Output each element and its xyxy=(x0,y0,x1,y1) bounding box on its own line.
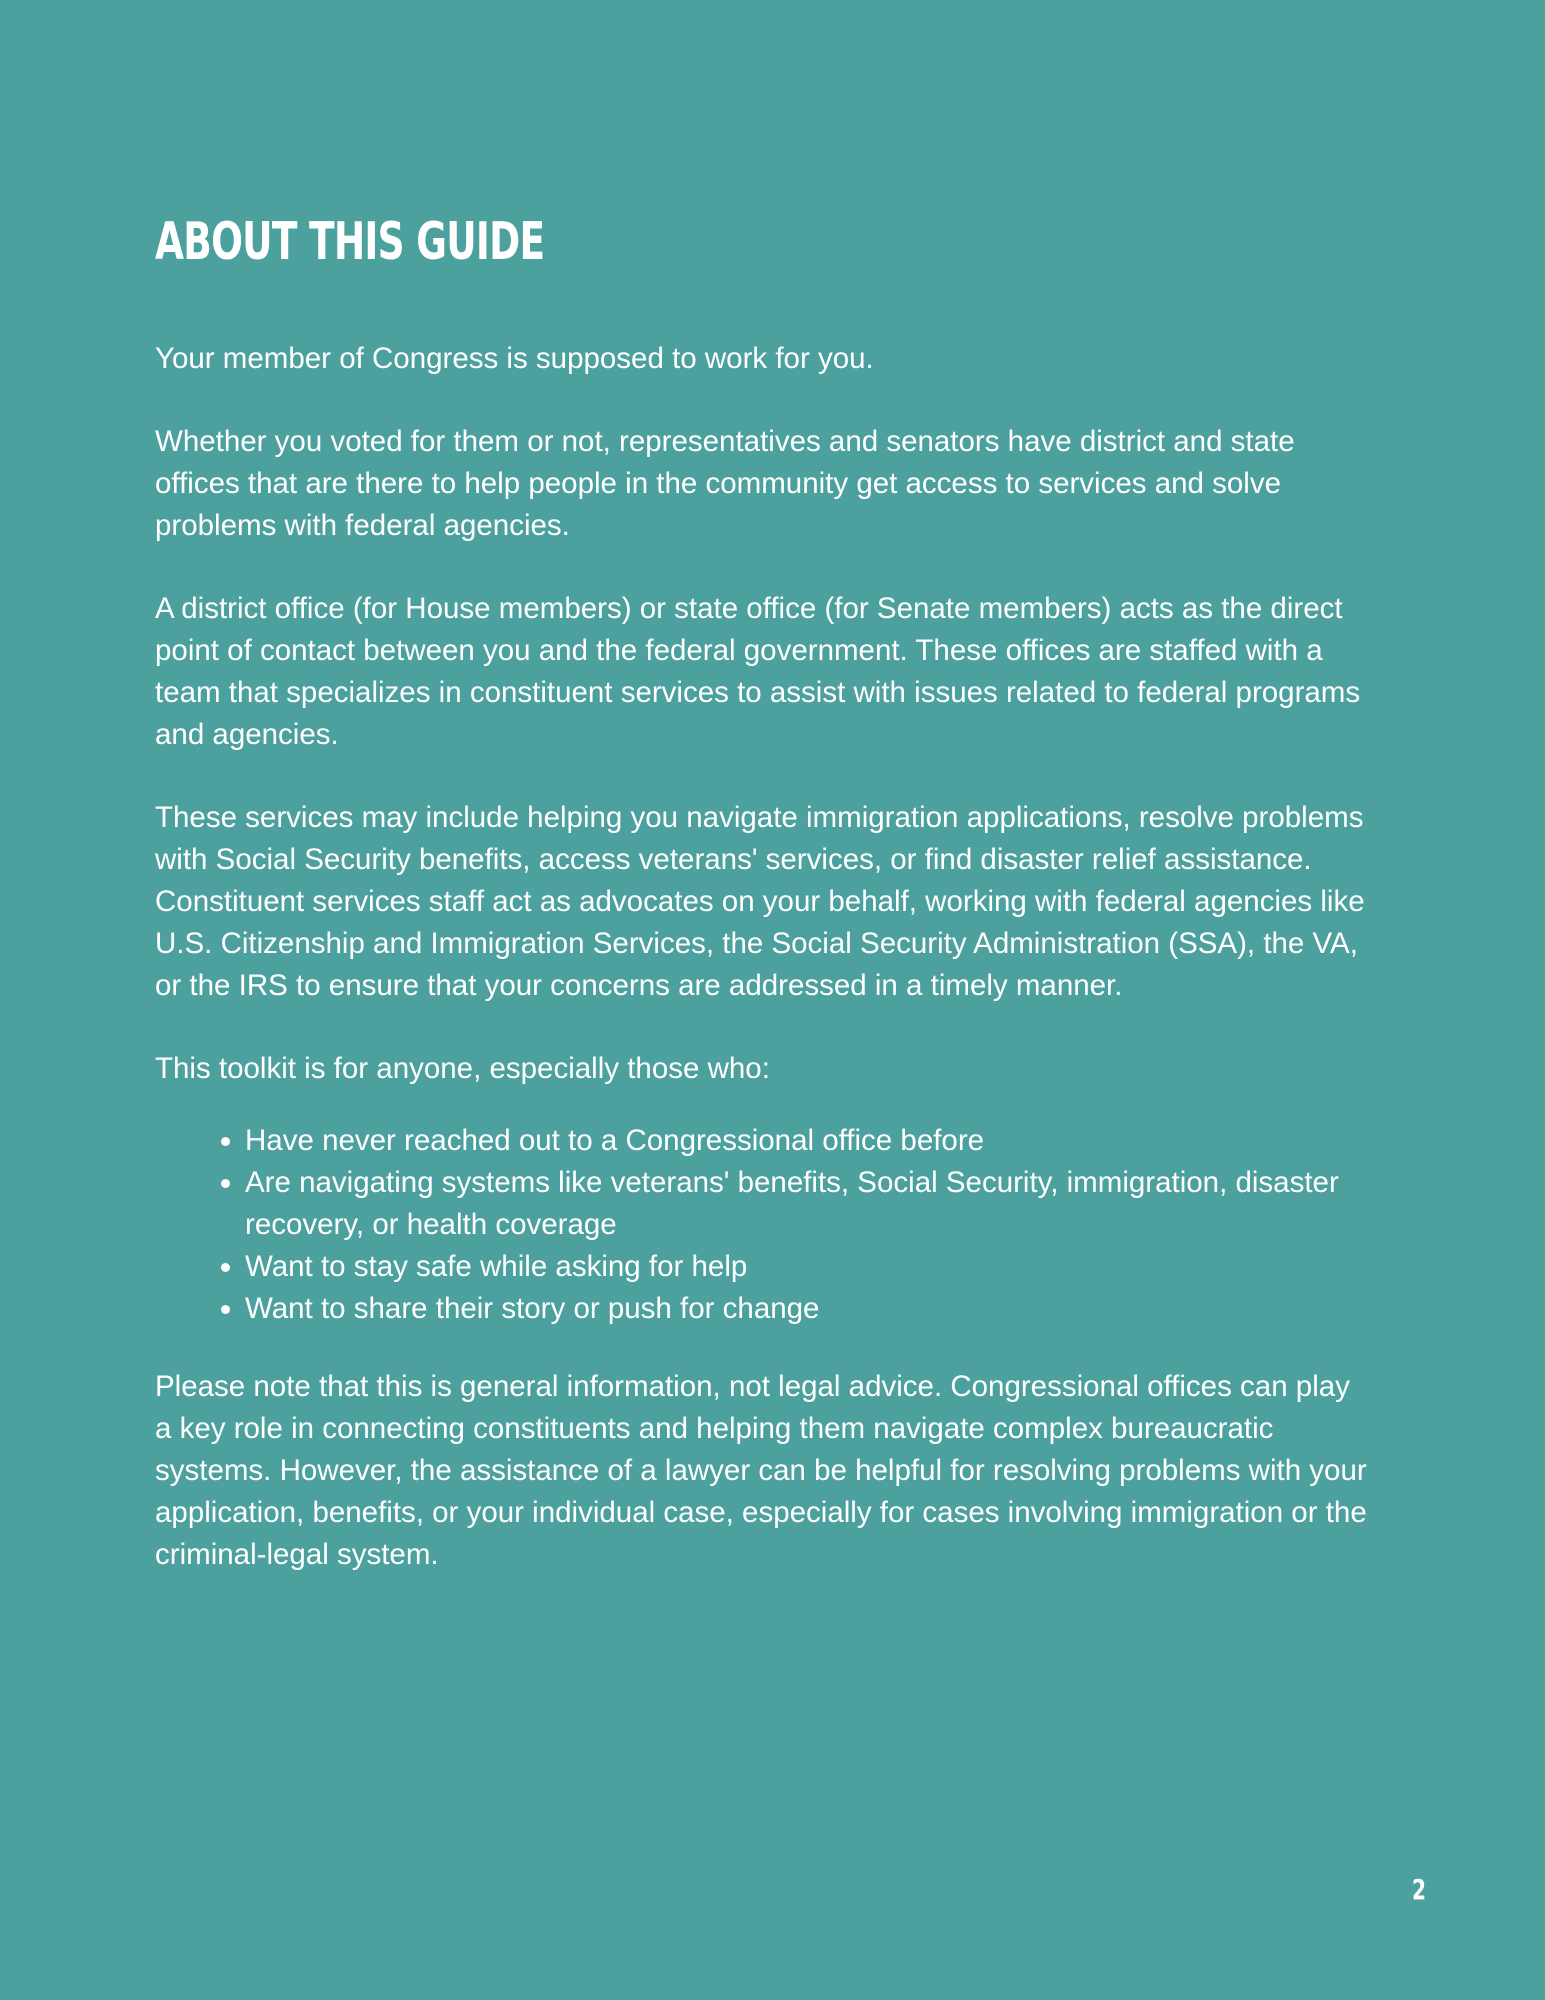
list-item: • Want to share their story or push for change xyxy=(245,1288,1370,1330)
contact-point-paragraph: A district office (for House members) or state office (for Senate members) acts as the direct point of contact between you and the federal government. These offices are staffed with a team that specializes in constituent services to assist with issues related to federal programs and agencies. xyxy=(155,592,1361,751)
toolkit-audience-paragraph: This toolkit is for anyone, especially those who: xyxy=(155,1052,770,1085)
list-item: • Are navigating systems like veterans' benefits, Social Security, immigration, disaster recovery, or health coverage xyxy=(245,1162,1370,1246)
intro-paragraph: Your member of Congress is supposed to work for you. xyxy=(155,342,874,375)
list-item: • Want to stay safe while asking for help xyxy=(245,1246,1370,1288)
page-title: ABOUT THIS GUIDE xyxy=(155,212,545,272)
legal-note-paragraph: Please note that this is general information, not legal advice. Congressional offices can play a key role in connecting constituents and helping them navigate complex bureaucratic systems. However, the assistance of a lawyer can be helpful for resolving problems with your application, benefits, or your individual case, especially for cases involving immigration or the criminal-legal system. xyxy=(155,1370,1367,1571)
district-offices-paragraph: Whether you voted for them or not, representatives and senators have district and state offices that are there to help people in the community get access to services and solve problems with federal agencies. xyxy=(155,425,1295,542)
audience-list xyxy=(155,1120,1370,1330)
main-content xyxy=(155,205,1370,1617)
services-paragraph: These services may include helping you navigate immigration applications, resolve problems with Social Security benefits, access veterans' services, or find disaster relief assistance. Constituent services staff act as advocates on your behalf, working with federal agencies like U.S. Citizenship and Immigration Services, the Social Security Administration (SSA), the VA, or the IRS to ensure that your concerns are addressed in a timely manner. xyxy=(155,801,1365,1002)
page-number: 2 xyxy=(1412,1873,1427,1906)
list-item: • Have never reached out to a Congressional office before xyxy=(245,1120,1370,1162)
